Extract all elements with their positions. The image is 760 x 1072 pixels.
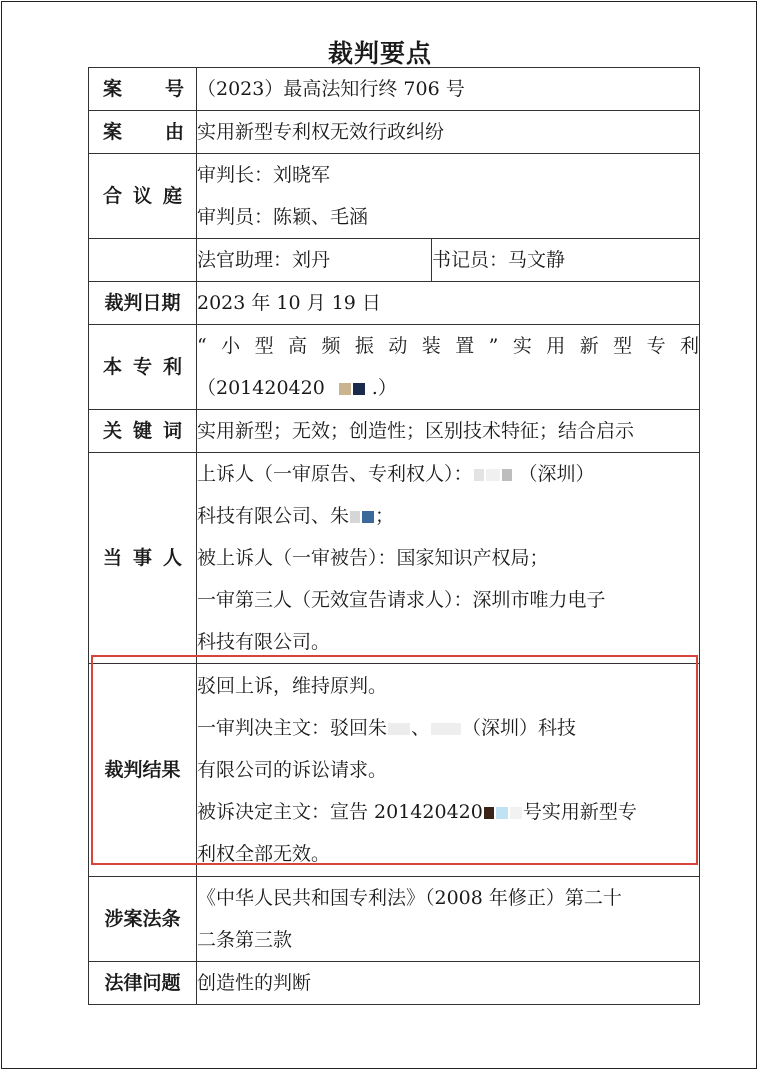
appellee-line: 被上诉人（一审被告）：国家知识产权局；: [197, 547, 549, 569]
row-panel: [89, 154, 700, 239]
value-case-no: （2023）最高法知行终 706 号: [197, 68, 700, 111]
row-law: [89, 877, 700, 962]
appellant-suffix: （深圳）: [518, 463, 595, 485]
patent-number-suffix: .）: [371, 377, 397, 399]
redaction-mark: [496, 807, 508, 819]
label-parties: 当事人: [89, 453, 197, 664]
row-result: [89, 664, 700, 877]
result-line2-mid: 、: [411, 717, 431, 739]
label-issue: 法律问题: [89, 962, 197, 1005]
redaction-mark: [484, 807, 494, 819]
patent-number: [197, 367, 699, 409]
value-panel-judges: [197, 154, 700, 239]
redaction-mark: [502, 469, 512, 481]
result-line-4: [197, 791, 699, 833]
label-law: 涉案法条: [89, 877, 197, 962]
appellant-line: [197, 453, 699, 495]
result-line4-prefix: 被诉决定主文：宣告 201420420: [197, 801, 483, 823]
value-parties: [197, 453, 700, 664]
result-line2-suffix: （深圳）科技: [462, 717, 577, 739]
third-party-line: 一审第三人（无效宣告请求人）：深圳市唯力电子: [197, 589, 606, 611]
redaction-mark: [350, 511, 360, 523]
redaction-mark: [362, 511, 374, 523]
judgment-summary-table: [88, 67, 700, 1005]
result-line-2: [197, 707, 699, 749]
row-cause: [89, 111, 700, 154]
row-parties: [89, 453, 700, 664]
label-cause: 案 由: [89, 111, 197, 154]
result-line-3: 有限公司的诉讼请求。: [197, 759, 388, 781]
label-panel: 合议庭: [89, 154, 197, 239]
appellant-line2-prefix: 科技有限公司、朱: [197, 505, 350, 527]
result-line-1: 驳回上诉，维持原判。: [197, 675, 388, 697]
law-line-1: 《中华人民共和国专利法》（2008 年修正）第二十: [197, 887, 622, 909]
result-line2-prefix: 一审判决主文：驳回朱: [197, 717, 388, 739]
label-keywords: 关键词: [89, 410, 197, 453]
row-keywords: [89, 410, 700, 453]
row-case-no: [89, 68, 700, 111]
redaction-mark: [474, 469, 484, 481]
value-date: 2023 年 10 月 19 日: [197, 282, 700, 325]
court-clerk: 书记员：马文静: [432, 239, 700, 282]
appellant-prefix: 上诉人（一审原告、专利权人）：: [197, 463, 473, 485]
label-result: 裁判结果: [89, 664, 197, 877]
redaction-mark: [486, 469, 500, 481]
judges: 审判员：陈颖、毛涵: [197, 206, 369, 228]
redaction-mark: [353, 383, 365, 395]
row-assistants: [89, 239, 700, 282]
third-party-line-2: 科技有限公司。: [197, 631, 331, 653]
row-issue: [89, 962, 700, 1005]
label-date: 裁判日期: [89, 282, 197, 325]
patent-number-prefix: （201420420: [197, 377, 325, 399]
value-law: [197, 877, 700, 962]
row-date: [89, 282, 700, 325]
appellant-line-2: [197, 495, 699, 537]
redaction-mark: [339, 383, 351, 395]
value-issue: 创造性的判断: [197, 962, 700, 1005]
result-line4-suffix: 号实用新型专: [522, 801, 637, 823]
redaction-mark: [388, 723, 410, 735]
value-patent: [197, 325, 700, 410]
presiding-judge: 审判长：刘晓军: [197, 164, 331, 186]
redaction-mark: [431, 723, 461, 735]
patent-title: “小型高频振动装置”实用新型专利: [197, 335, 700, 357]
judge-assistant: 法官助理：刘丹: [197, 239, 432, 282]
value-result: [197, 664, 700, 877]
label-case-no: 案 号: [89, 68, 197, 111]
redaction-mark: [510, 807, 522, 819]
value-keywords: 实用新型；无效；创造性；区别技术特征；结合启示: [197, 410, 700, 453]
result-line-5: 利权全部无效。: [197, 843, 331, 865]
label-empty: [89, 239, 197, 282]
appellant-line2-suffix: ；: [375, 505, 395, 527]
row-patent: [89, 325, 700, 410]
document-title: 裁判要点: [327, 39, 432, 68]
value-cause: 实用新型专利权无效行政纠纷: [197, 111, 700, 154]
label-patent: 本专利: [89, 325, 197, 410]
law-line-2: 二条第三款: [197, 929, 293, 951]
